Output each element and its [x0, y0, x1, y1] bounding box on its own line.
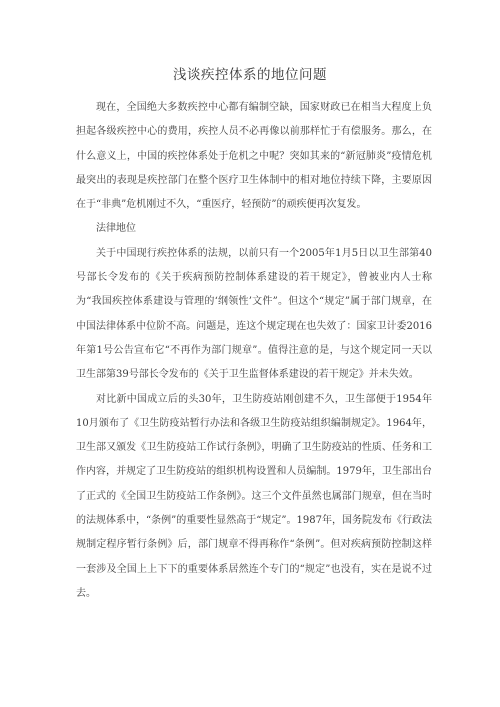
document-title: 浅谈疾控体系的地位问题	[173, 67, 327, 83]
document-body	[76, 96, 432, 606]
paragraph-regulation: 关于中国现行疾控体系的法规，以前只有一个2005年1月5日以卫生部第40号部长令发布的《关于疾病预防控制体系建设的若干规定》，曾被业内人士称为“我国疾控体系建设与管理的‘纲领性’文件”。但这个“规定”属于部门规章，在中国法律体系中位阶不高。问题是，连这个规定现在也失效了：国家卫计委2016年第1号公告宣布它“不再作为部门规章”。值得注意的是，与这个规定同一天以卫生部第39号部长令发布的《关于卫生监督体系建设的若干规定》并未失效。	[76, 247, 432, 381]
section-heading-legal-status: 法律地位	[96, 223, 136, 235]
paragraph-intro: 现在，全国绝大多数疾控中心都有编制空缺，国家财政已在相当大程度上负担起各级疾控中心的费用，疾控人员不必再像以前那样忙于有偿服务。那么，在什么意义上，中国的疾控体系处于危机之中呢？突如其来的“新冠肺炎”疫情危机最突出的表现是疾控部门在整个医疗卫生体制中的相对地位持续下降，主要原因在于“非典”危机刚过不久，“重医疗，轻预防”的顽疾便再次复发。	[76, 102, 432, 211]
paragraph-history: 对比新中国成立后的头30年，卫生防疫站刚创建不久，卫生部便于1954年10月颁布了《卫生防疫站暂行办法和各级卫生防疫站组织编制规定》。1964年，卫生部又颁发《卫生防疫站工作试行条例》，明确了卫生防疫站的性质、任务和工作内容，并规定了卫生防疫站的组织机构设置和人员编制。1979年，卫生部出台了正式的《全国卫生防疫站工作条例》。这三个文件虽然也属部门规章，但在当时的法规体系中，“条例”的重要性显然高于“规定”。1987年，国务院发布《行政法规制定程序暂行条例》后，部门规章不得再称作“条例”。但对疾病预防控制这样一套涉及全国上上下下的重要体系居然连个专门的“规定”也没有，实在是说不过去。	[76, 393, 432, 599]
